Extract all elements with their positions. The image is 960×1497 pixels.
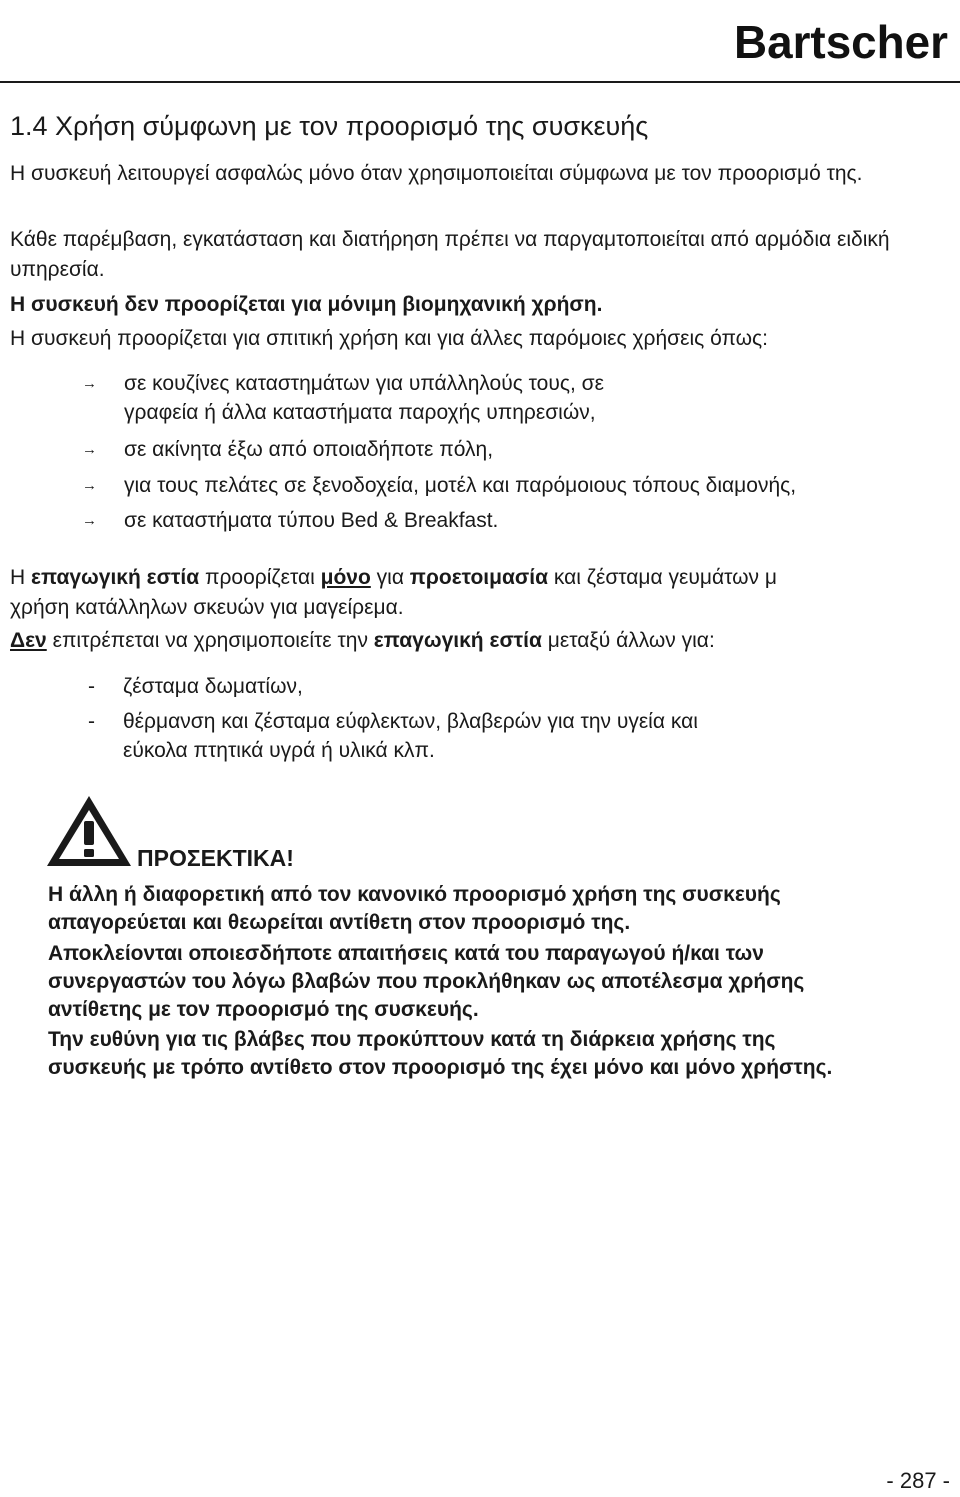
text-run-bold-underline: μόνο — [320, 566, 371, 589]
dash-marker: - — [88, 710, 95, 733]
dash-item-text: θέρμανση και ζέσταμα εύφλεκτων, βλαβερών για την υγεία και — [123, 710, 698, 733]
intro-paragraph-3: Η συσκευή δεν προορίζεται για μόνιμη βιομηχανική χρήση. — [10, 293, 603, 316]
section-title: 1.4 Χρήση σύμφωνη με τον προορισμό της συσκευής — [10, 111, 649, 141]
text-run-bold: προετοιμασία — [409, 566, 548, 589]
hob-paragraph-1-line-2: χρήση κατάλληλων σκευών για μαγείρεμα. — [10, 596, 404, 619]
warning-line: απαγορεύεται και θεωρείται αντίθετη στον προορισμό της. — [48, 911, 631, 934]
list-item-text: σε κουζίνες καταστημάτων για υπάλληλούς τους, σε — [124, 372, 604, 395]
list-item-text: σε καταστήματα τύπου Bed & Breakfast. — [124, 509, 499, 532]
list-item-text: σε ακίνητα έξω από οποιαδήποτε πόλη, — [124, 438, 494, 461]
header-rule — [0, 81, 960, 83]
text-run-bold: επαγωγική εστία — [373, 629, 542, 652]
dash-list-item — [88, 707, 698, 737]
arrow-bullet-icon: → — [82, 441, 97, 458]
hob-paragraph-1 — [10, 563, 940, 593]
intro-paragraph-2: Κάθε παρέμβαση, εγκατάσταση και διατήρηση πρέπει να παργαμτοποιείται από αρμόδια ειδική υπηρεσία. — [10, 228, 890, 281]
dash-item-text: ζέσταμα δωματίων, — [123, 675, 303, 698]
bartscher-logo — [732, 4, 952, 72]
logo-text: Bartscher — [734, 16, 949, 68]
warning-triangle-icon — [44, 793, 134, 869]
intro-paragraph-1: Η συσκευή λειτουργεί ασφαλώς μόνο όταν χρησιμοποιείται σύμφωνα με τον προορισμό της. — [10, 162, 863, 185]
warning-title: ΠΡΟΣΕΚΤΙΚΑ! — [137, 845, 294, 871]
warning-line: συσκευής με τρόπο αντίθετο στον προορισμό της έχει μόνο και μόνο χρήστης. — [48, 1056, 833, 1079]
text-run: Η — [10, 566, 31, 589]
intro-paragraph-4: Η συσκευή προορίζεται για σπιτική χρήση και για άλλες παρόμοιες χρήσεις όπως: — [10, 327, 768, 350]
warning-line: Την ευθύνη για τις βλάβες που προκύπτουν κατά τη διάρκεια χρήσης της — [48, 1028, 776, 1051]
text-run: για — [370, 566, 410, 589]
hob-paragraph-2 — [10, 626, 940, 656]
text-run: και ζέσταμα γευμάτων μ — [547, 566, 777, 589]
warning-line: Η άλλη ή διαφορετική από τον κανονικό προορισμό χρήση της συσκευής — [48, 883, 781, 906]
text-run-bold-underline: Δεν — [10, 629, 47, 652]
warning-line: Αποκλείονται οποιεσδήποτε απαιτήσεις κατά του παραγωγού ή/και των — [48, 942, 764, 965]
arrow-bullet-icon: → — [82, 375, 97, 392]
text-run: επιτρέπεται να χρησιμοποιείτε την — [46, 629, 374, 652]
arrow-bullet-icon: → — [82, 477, 97, 494]
dash-marker: - — [88, 675, 95, 698]
arrow-bullet-icon: → — [82, 512, 97, 529]
list-item-text: γραφεία ή άλλα καταστήματα παροχής υπηρεσιών, — [124, 401, 596, 424]
dash-list-item — [88, 672, 303, 702]
text-run: προορίζεται — [199, 566, 321, 589]
text-run: μεταξύ άλλων για: — [541, 629, 715, 652]
dash-item-text: εύκολα πτητικά υγρά ή υλικά κλπ. — [123, 739, 435, 762]
text-run-bold: επαγωγική εστία — [31, 566, 200, 589]
warning-line: αντίθετης με τον προορισμό της συσκευής. — [48, 998, 479, 1021]
warning-line: συνεργαστών του λόγω βλαβών που προκλήθηκαν ως αποτέλεσμα χρήσης — [48, 970, 805, 993]
list-item-text: για τους πελάτες σε ξενοδοχεία, μοτέλ και παρόμοιους τόπους διαμονής, — [124, 474, 797, 497]
page-number: - 287 - — [886, 1468, 950, 1493]
